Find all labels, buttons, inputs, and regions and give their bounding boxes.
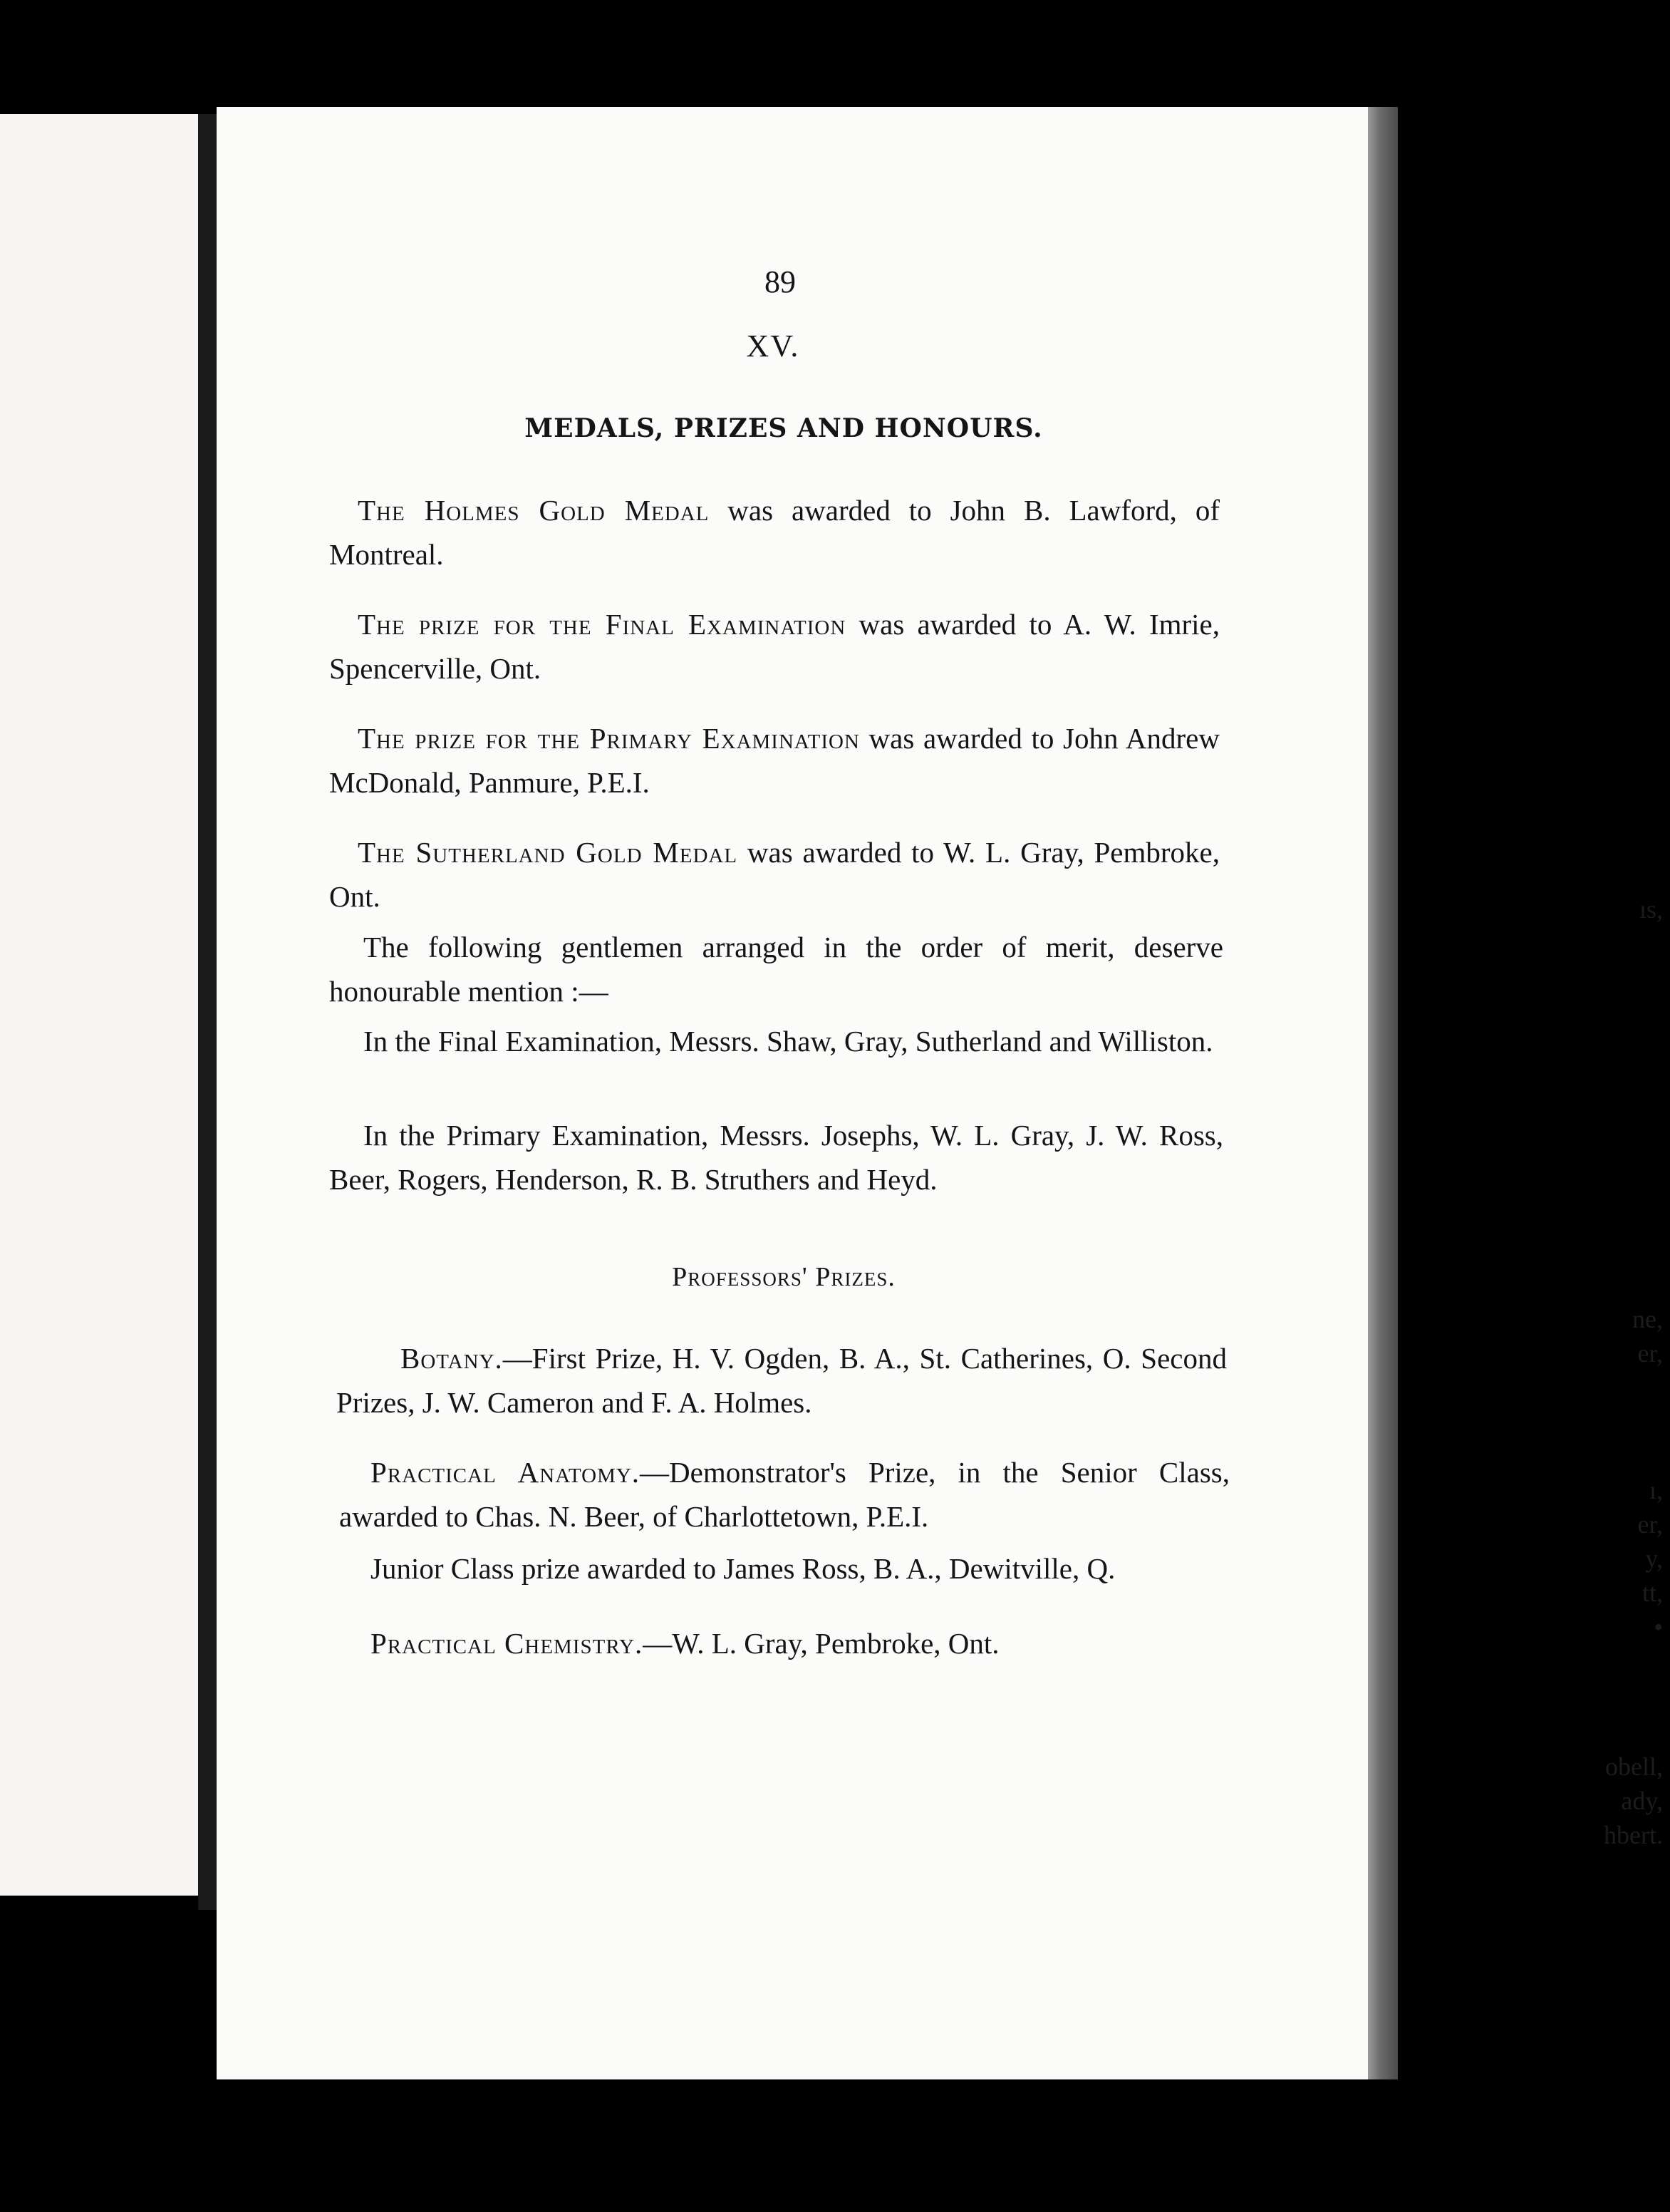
left-page-fragment: ıs,: [1639, 895, 1663, 924]
prize-paragraph: [336, 1336, 1227, 1425]
section-heading: MEDALS, PRIZES AND HONOURS.: [524, 413, 1043, 443]
paragraph-text: was awarded to W. L. Gray, Pembroke, Ont.: [329, 836, 1220, 913]
left-page-fragment: tt,: [1642, 1578, 1663, 1607]
chapter-number: XV.: [746, 329, 800, 363]
paragraph: [329, 602, 1220, 691]
left-page-fragment: ne,: [1632, 1305, 1663, 1333]
right-page: [217, 107, 1371, 2079]
paragraph-lead: The prize for the Final Examination: [358, 608, 846, 641]
paragraph: [329, 830, 1220, 919]
paragraph-text: was awarded to John B. Lawford, of Montreal.: [329, 494, 1220, 571]
page-edge: [1368, 107, 1398, 2079]
paragraph: In the Primary Examination, Messrs. Josephs, W. L. Gray, J. W. Ross, Beer, Rogers, Henderson, R. B. Struthers and Heyd.: [329, 1119, 1223, 1196]
paragraph: [329, 488, 1220, 577]
left-page-fragment: er,: [1637, 1339, 1663, 1368]
left-page-fragment: ady,: [1621, 1787, 1663, 1815]
prize-lead: Practical Chemistry.: [370, 1627, 643, 1660]
paragraph-lead: The prize for the Primary Examination: [358, 722, 860, 755]
left-page-edge: [198, 114, 217, 1910]
prize-text: —First Prize, H. V. Ogden, B. A., St. Catherines, O. Second Prizes, J. W. Cameron and F. A. Holmes.: [336, 1342, 1227, 1419]
professors-prizes-heading: Professors' Prizes.: [672, 1262, 896, 1292]
paragraph-text: was awarded to John Andrew McDonald, Panmure, P.E.I.: [329, 722, 1220, 799]
paragraph-text: was awarded to A. W. Imrie, Spencerville, Ont.: [329, 608, 1220, 685]
prize-text: —W. L. Gray, Pembroke, Ont.: [643, 1627, 1000, 1660]
paragraph-lead: The Holmes Gold Medal: [358, 494, 710, 527]
left-page-fragment: y,: [1645, 1544, 1663, 1573]
paragraph-lead: The Sutherland Gold Medal: [358, 836, 738, 869]
prize-lead: Practical Anatomy.: [370, 1456, 640, 1489]
paragraph: [329, 716, 1220, 805]
prize-lead: Botany.: [400, 1342, 503, 1375]
prize-paragraph: [339, 1450, 1230, 1539]
left-page-fragment: •: [1654, 1613, 1663, 1641]
prize-paragraph: [339, 1621, 1230, 1665]
paragraph: In the Final Examination, Messrs. Shaw, Gray, Sutherland and Williston.: [363, 1025, 1213, 1058]
left-page-fragment: hbert.: [1604, 1821, 1663, 1849]
left-page: [0, 114, 207, 1896]
page-number: 89: [764, 264, 796, 299]
left-page-fragment: obell,: [1605, 1752, 1663, 1781]
prize-paragraph: Junior Class prize awarded to James Ross, B. A., Dewitville, Q.: [370, 1552, 1116, 1585]
left-page-fragment: ı,: [1649, 1476, 1663, 1504]
prize-text: —Demonstrator's Prize, in the Senior Class, awarded to Chas. N. Beer, of Charlottetown, P.E.I.: [339, 1456, 1230, 1533]
left-page-fragment: er,: [1637, 1510, 1663, 1539]
paragraph: The following gentlemen arranged in the order of merit, deserve honourable mention :—: [329, 931, 1223, 1008]
